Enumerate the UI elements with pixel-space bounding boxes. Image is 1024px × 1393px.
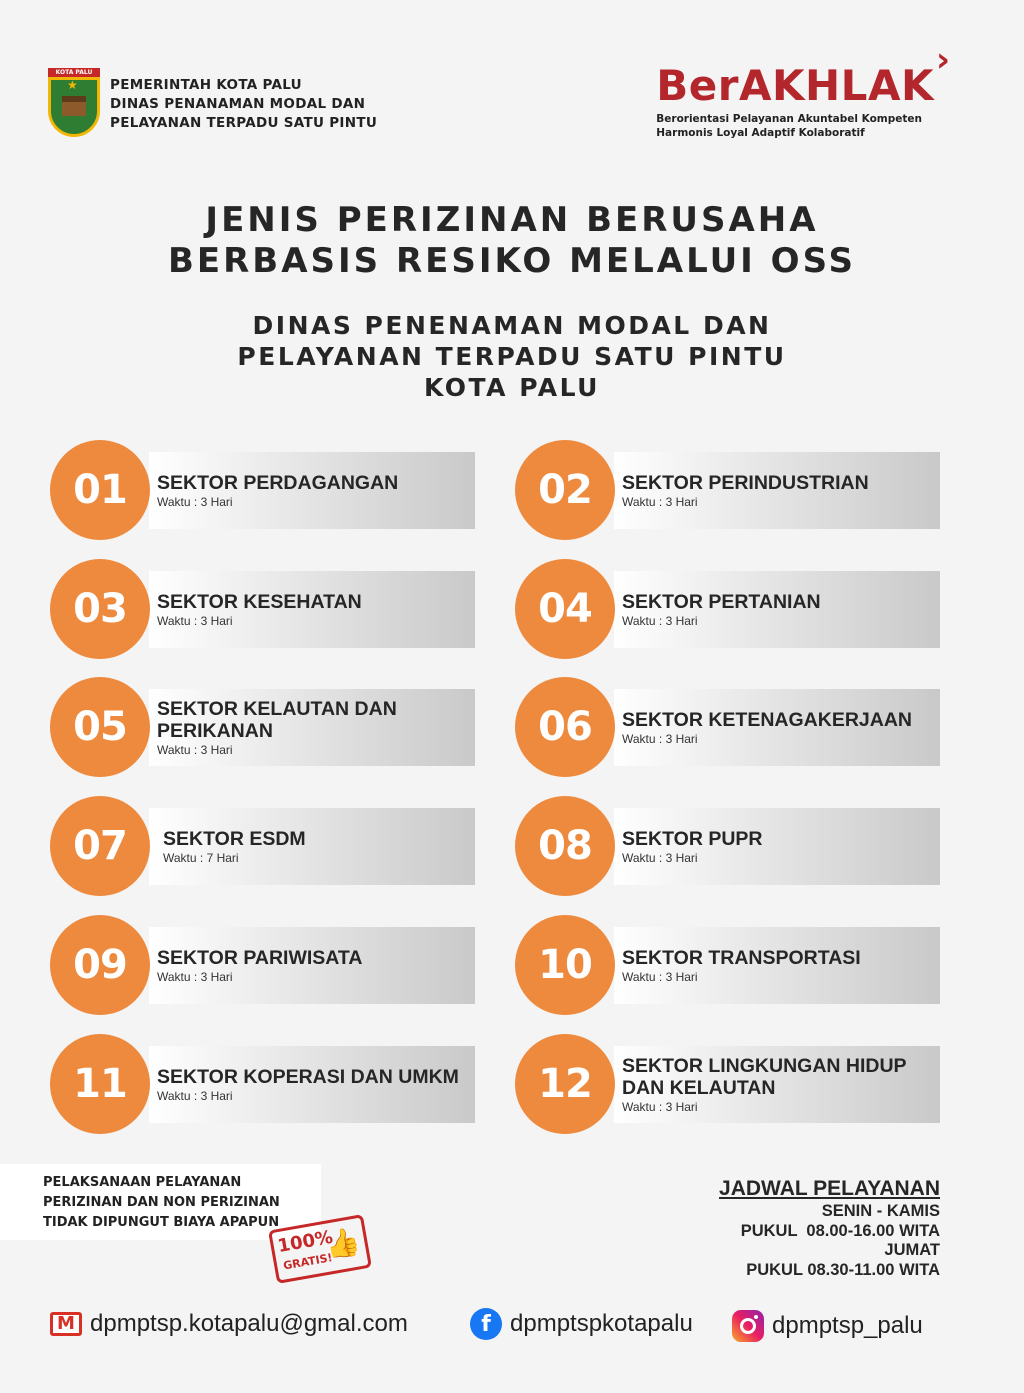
stamp-percent: 100% (276, 1226, 335, 1258)
contact-email[interactable] (50, 1310, 408, 1338)
sector-time: Waktu : 3 Hari (622, 970, 698, 984)
star-icon: ★ (67, 78, 78, 92)
berakhlak-logo (656, 40, 950, 140)
stamp-word: GRATIS! (282, 1251, 334, 1273)
facebook-label[interactable]: dpmptspkotapalu (510, 1310, 693, 1337)
free-notice (43, 1173, 280, 1233)
sector-time: Waktu : 3 Hari (157, 970, 233, 984)
sector-card-12 (515, 1034, 941, 1134)
free-notice-line-3: TIDAK DIPUNGUT BIAYA APAPUN (43, 1215, 280, 1230)
sector-number: 04 (515, 559, 615, 659)
sector-card-02 (515, 440, 941, 540)
sector-card-03 (50, 559, 476, 659)
org-name (110, 76, 377, 133)
subtitle-line-1: DINAS PENENAMAN MODAL DAN (252, 311, 772, 340)
sector-name: SEKTOR KESEHATAN (157, 591, 362, 613)
schedule-heading: JADWAL PELAYANAN (719, 1177, 940, 1200)
schedule-line-3: JUMAT (884, 1241, 940, 1259)
schedule-line-2: PUKUL 08.00-16.00 WITA (740, 1221, 940, 1240)
sector-time: Waktu : 3 Hari (157, 614, 233, 628)
sector-time: Waktu : 3 Hari (157, 743, 233, 757)
sector-card-07 (50, 796, 476, 896)
sector-name: SEKTOR KOPERASI DAN UMKM (157, 1066, 459, 1088)
sector-name: SEKTOR PERTANIAN (622, 591, 821, 613)
schedule-line-4: PUKUL 08.30-11.00 WITA (746, 1260, 940, 1279)
sector-number: 09 (50, 915, 150, 1015)
title-line-2: BERBASIS RESIKO MELALUI OSS (167, 241, 857, 281)
facebook-icon: f (470, 1308, 502, 1340)
sector-text (157, 689, 475, 766)
org-line-3: PELAYANAN TERPADU SATU PINTU (110, 115, 378, 131)
sector-text (157, 927, 475, 1004)
chevron-right-icon: › (935, 40, 950, 80)
sector-number: 11 (50, 1034, 150, 1134)
sector-number: 01 (50, 440, 150, 540)
free-notice-line-2: PERIZINAN DAN NON PERIZINAN (43, 1195, 280, 1210)
thumbs-up-icon: 👍 (322, 1224, 363, 1263)
sector-number: 02 (515, 440, 615, 540)
sector-number: 10 (515, 915, 615, 1015)
sector-name: SEKTOR KETENAGAKERJAAN (622, 709, 913, 731)
instagram-label[interactable]: dpmptsp_palu (772, 1312, 923, 1339)
sector-text (622, 571, 940, 648)
sector-text (157, 1046, 475, 1123)
kota-palu-logo (48, 68, 100, 138)
org-line-1: PEMERINTAH KOTA PALU (110, 77, 302, 93)
schedule-line-1: SENIN - KAMIS (821, 1202, 940, 1220)
subtitle-line-2: PELAYANAN TERPADU SATU PINTU (237, 342, 787, 371)
page-title (0, 200, 1024, 282)
logo-banner: KOTA PALU (48, 68, 100, 77)
sector-name: SEKTOR LINGKUNGAN HIDUP DAN KELAUTAN (622, 1055, 907, 1099)
house-icon (62, 96, 86, 116)
email-label[interactable]: dpmptsp.kotapalu@gmal.com (90, 1310, 408, 1337)
org-header (48, 68, 377, 138)
instagram-icon (732, 1310, 764, 1342)
contact-instagram[interactable] (732, 1310, 923, 1342)
sector-time: Waktu : 3 Hari (157, 1089, 233, 1103)
sector-time: Waktu : 3 Hari (622, 851, 698, 865)
sector-card-01 (50, 440, 476, 540)
sector-card-08 (515, 796, 941, 896)
brand-name: BerAKHLAK (656, 61, 934, 110)
free-notice-line-1: PELAKSANAAN PELAYANAN (43, 1175, 242, 1190)
sector-time: Waktu : 3 Hari (157, 495, 233, 509)
sector-number: 12 (515, 1034, 615, 1134)
sector-text (622, 927, 940, 1004)
sector-text (163, 808, 481, 885)
sector-card-11 (50, 1034, 476, 1134)
sector-card-10 (515, 915, 941, 1015)
sector-card-05 (50, 677, 476, 777)
sector-text (622, 452, 940, 529)
sector-name: SEKTOR PUPR (622, 828, 763, 850)
sector-time: Waktu : 7 Hari (163, 851, 239, 865)
brand-tagline-2: Harmonis Loyal Adaptif Kolaboratif (656, 127, 865, 139)
sector-number: 05 (50, 677, 150, 777)
subtitle-line-3: KOTA PALU (424, 373, 600, 402)
sector-text (157, 571, 475, 648)
sector-time: Waktu : 3 Hari (622, 614, 698, 628)
sector-number: 03 (50, 559, 150, 659)
sector-number: 06 (515, 677, 615, 777)
sector-time: Waktu : 3 Hari (622, 495, 698, 509)
contact-bar (0, 1306, 1024, 1346)
mail-icon: M (50, 1312, 82, 1336)
page-subtitle (0, 310, 1024, 403)
sector-name: SEKTOR PARIWISATA (157, 947, 363, 969)
sector-card-04 (515, 559, 941, 659)
brand-tagline-1: Berorientasi Pelayanan Akuntabel Kompeten (656, 113, 922, 125)
sector-number: 08 (515, 796, 615, 896)
sector-card-09 (50, 915, 476, 1015)
sector-text (622, 689, 940, 766)
sector-time: Waktu : 3 Hari (622, 732, 698, 746)
sector-card-06 (515, 677, 941, 777)
sector-text (622, 808, 940, 885)
sector-name: SEKTOR ESDM (163, 828, 306, 850)
sector-name: SEKTOR TRANSPORTASI (622, 947, 861, 969)
sector-text (157, 452, 475, 529)
sector-name: SEKTOR KELAUTAN DAN PERIKANAN (157, 698, 397, 742)
sector-text (622, 1046, 940, 1123)
sector-name: SEKTOR PERDAGANGAN (157, 472, 399, 494)
org-line-2: DINAS PENANAMAN MODAL DAN (110, 96, 366, 112)
service-schedule (719, 1176, 940, 1280)
sector-number: 07 (50, 796, 150, 896)
contact-facebook[interactable] (470, 1308, 693, 1340)
sector-name: SEKTOR PERINDUSTRIAN (622, 472, 869, 494)
title-line-1: JENIS PERIZINAN BERUSAHA (205, 200, 819, 240)
sector-time: Waktu : 3 Hari (622, 1100, 698, 1114)
